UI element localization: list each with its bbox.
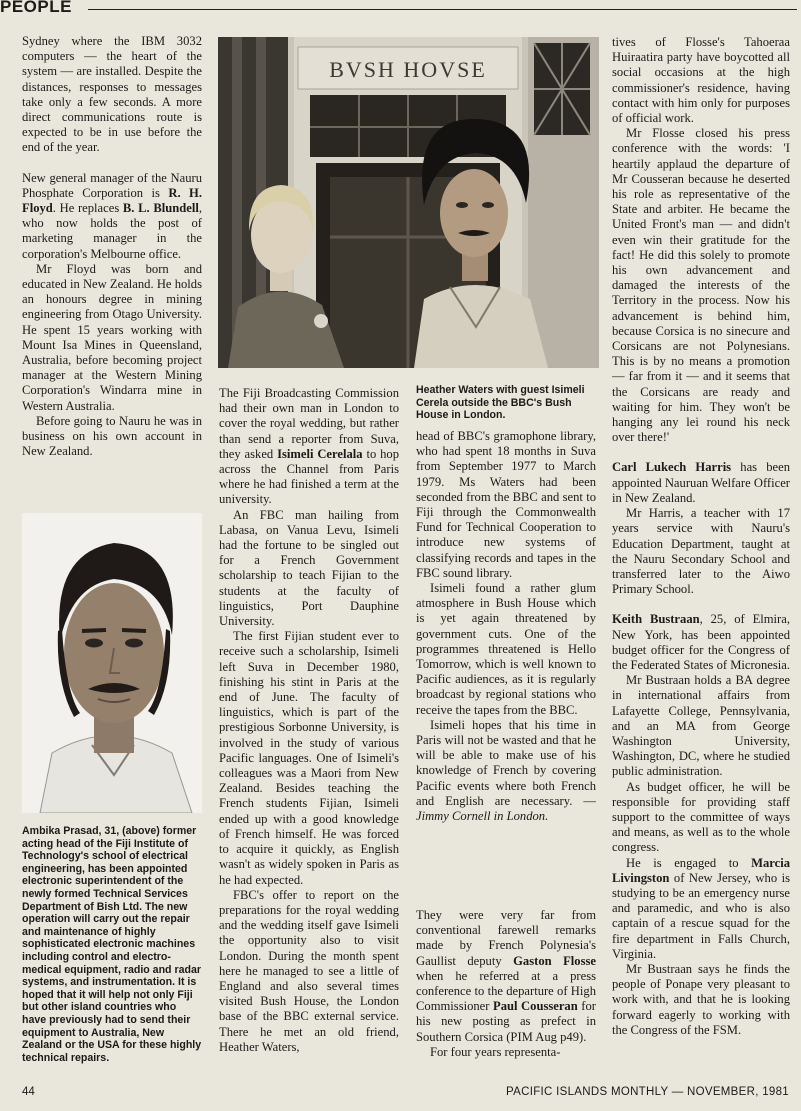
column-2 — [219, 386, 399, 1055]
bush-house-photo — [218, 37, 599, 368]
person-name: R. H. Floyd — [22, 185, 202, 216]
masthead: PACIFIC ISLANDS MONTHLY — NOVEMBER, 1981 — [506, 1086, 789, 1098]
paragraph — [219, 386, 399, 508]
text: . He replaces — [52, 201, 123, 216]
paragraph — [416, 718, 596, 824]
paragraph: An FBC man hailing from Labasa, on Vanua Levu, Isimeli had the fortune to be singled out for a French Government scholarship to teach Fijian to the students at the faculty of linguistics, Port Dauphine University. — [219, 507, 399, 629]
section-title: PEOPLE — [0, 0, 76, 17]
text: , 25, of Elmira, New York, has been appointed budget officer for the Congress of the Federated States of Micronesia. — [612, 612, 791, 672]
bush-house-illustration — [218, 37, 599, 368]
paragraph — [22, 171, 202, 262]
column-1 — [22, 34, 202, 459]
column-3 — [416, 429, 596, 824]
person-name: Isimeli Cerelala — [277, 446, 363, 461]
person-name: Carl Lukech Harris — [612, 460, 732, 475]
column-4 — [612, 35, 790, 1038]
portrait-photo — [22, 513, 202, 813]
column-3-lower — [416, 908, 596, 1060]
page-number: 44 — [22, 1086, 35, 1098]
paragraph: Mr Floyd was born and educated in New Zealand. He holds an honours degree in mining engineering from Otago University. He spent 15 years working with Mount Isa Mines in Queensland, Australia, before becoming project manager at the Western Mining Corporation's Windarra mine in Western Australia. — [22, 261, 202, 413]
paragraph: As budget officer, he will be responsible for providing staff support to the committee of ways and means, as well as to the whole congress. — [612, 779, 790, 855]
paragraph: Mr Harris, a teacher with 17 years service with Nauru's Education Department, taught at the Nauru Secondary School and transferred later to the Aiwo Primary School. — [612, 506, 790, 597]
paragraph: For four years representa- — [430, 1044, 561, 1059]
photo-caption-prasad: Ambika Prasad, 31, (above) former acting head of the Fiji Institute of Technology's school of electrical engineering, has been appointed electronic superintendent of the newly formed Technical Services Department of Bish Ltd. The new operation will carry out the repair and maintenance of highly sophisticated electronic machines including control and electro-medical equipment, radio and radar systems, and instrumentation. It is hoped that it will help not only Fiji but other island countries who have previously had to send their equipment to Australia, New Zealand or the USA for these highly technical repairs. — [22, 825, 202, 1064]
paragraph: Mr Bustraan says he finds the people of Ponape very pleasant to work with, and that he is looking forward eagerly to working with the Congress of the FSM. — [612, 961, 790, 1037]
photo-caption-bush-house: Heather Waters with guest Isimeli Cerela outside the BBC's Bush House in London. — [416, 384, 585, 422]
text: New general manager of the Nauru Phosphate Corporation is — [22, 170, 202, 200]
text: of New Jersey, who is studying to be an emergency nurse and paramedic, and who is also captain of a rescue squad for the fire department in Falls Church, Virginia. — [612, 870, 790, 961]
author-credit: Jimmy Cornell in London. — [416, 809, 549, 824]
paragraph — [612, 460, 790, 506]
paragraph — [612, 856, 790, 962]
text: when he referred at a press conference to the departure of High Commissioner — [416, 968, 596, 1014]
paragraph: Sydney where the IBM 3032 computers — the heart of the system — are installed. Despite the distances, responses to messages take only a few seconds. A more direct communications route is expected to be in use before the end of the year. — [22, 34, 202, 155]
text: The Fiji Broadcasting Commission had their own man in London to cover the royal wedding, but rather than send a reporter from Suva, they asked — [219, 386, 399, 461]
person-name: B. L. Blundell — [122, 201, 199, 216]
paragraph: Mr Bustraan holds a BA degree in international affairs from Lafayette College, Pennsylvania, and an MA from George Washington University, Washington, DC, where he studied public administration. — [612, 673, 790, 779]
paragraph — [612, 612, 790, 673]
person-name: Keith Bustraan — [612, 612, 700, 627]
person-name: Marcia Livingston — [612, 855, 790, 885]
text: to hop across the Channel from Paris where he had finished a term at the university. — [219, 446, 399, 507]
portrait-illustration — [22, 513, 202, 813]
header-rule — [88, 9, 797, 10]
paragraph: The first Fijian student ever to receive such a scholarship, Isimeli left Suva in December 1980, finishing his stint in Paris at the end of June. The faculty of linguistics, which is part of the prestigious Sorbonne University, is involved in the study of various Pacific languages. One of Isimeli's colleagues was a Maori from New Zealand. Besides teaching the French students Fijian, Isimeli ended up with a good knowledge of French himself. He was forced to acquire it quickly, as English wasn't as widely spoken in Paris as he had expected. — [219, 629, 399, 887]
section-header — [0, 0, 801, 16]
person-name: Paul Cousseran — [493, 999, 578, 1014]
paragraph: Isimeli found a rather glum atmosphere in Bush House which is yet again threatened by government cuts. One of the programmes threatened is Hello Tomorrow, which is well known to Pacific audiences, as it is regularly broadcast by regional stations who receive the tapes from the BBC. — [416, 581, 596, 717]
paragraph: head of BBC's gramophone library, who had spent 18 months in Suva from September 1977 to March 1979. Ms Waters had been seconded from the BBC and sent to Fiji through the Commonwealth Fund for Technical Cooperation to introduce new systems of classifying records and tapes in the FBC sound library. — [416, 429, 596, 580]
text: Isimeli hopes that his time in Paris will not be wasted and that he will be able to make use of his knowledge of French by covering Pacific events where both French and English are necessary. — — [416, 717, 596, 808]
paragraph: FBC's offer to report on the preparations for the royal wedding and the wedding itself gave Isimeli the opportunity also to visit London. During the month spent here he managed to see a little of England and also several times visited Bush House, the London base of the BBC external service. There he met an old friend, Heather Waters, — [219, 887, 399, 1054]
paragraph: Mr Flosse closed his press conference with the words: 'I heartily applaud the departure of Mr Cousseran because he deserted his role as representative of the State and arbiter. He became the United Front's man — and didn't even win their gratitude for the fact! He did this solely to promote his own advancement and damaged the interests of the Territory in the process. Now his advancement is behind him, because Corsica is no sinecure and Corsicans are not Polynesians. This is by no means a promotion — far from it — and it seems that the Corsicans are ready and waiting for him. They won't be hanging any lei round his neck over there!' — [612, 126, 790, 445]
paragraph — [416, 908, 596, 1045]
building-sign: BVSH HOVSE — [329, 57, 487, 82]
page-footer — [0, 1086, 801, 1106]
paragraph: Before going to Nauru he was in business on his own account in New Zealand. — [22, 413, 202, 459]
text: They were very far from conventional farewell remarks made by French Polynesia's Gaullist deputy — [416, 908, 596, 968]
text: , who now holds the post of marketing manager in the corporation's Melbourne office. — [22, 201, 202, 261]
text: for his new posting as prefect in Southern Corsica (PIM Aug p49). — [416, 999, 596, 1044]
text: He is engaged to — [626, 855, 752, 870]
text: has been appointed Nauruan Welfare Officer in New Zealand. — [612, 460, 790, 505]
person-name: Gaston Flosse — [513, 953, 596, 968]
paragraph: tives of Flosse's Tahoeraa Huiraatira party have boycotted all social occasions at the high commissioner's residence, having contact with him only for purposes of official work. — [612, 35, 790, 126]
